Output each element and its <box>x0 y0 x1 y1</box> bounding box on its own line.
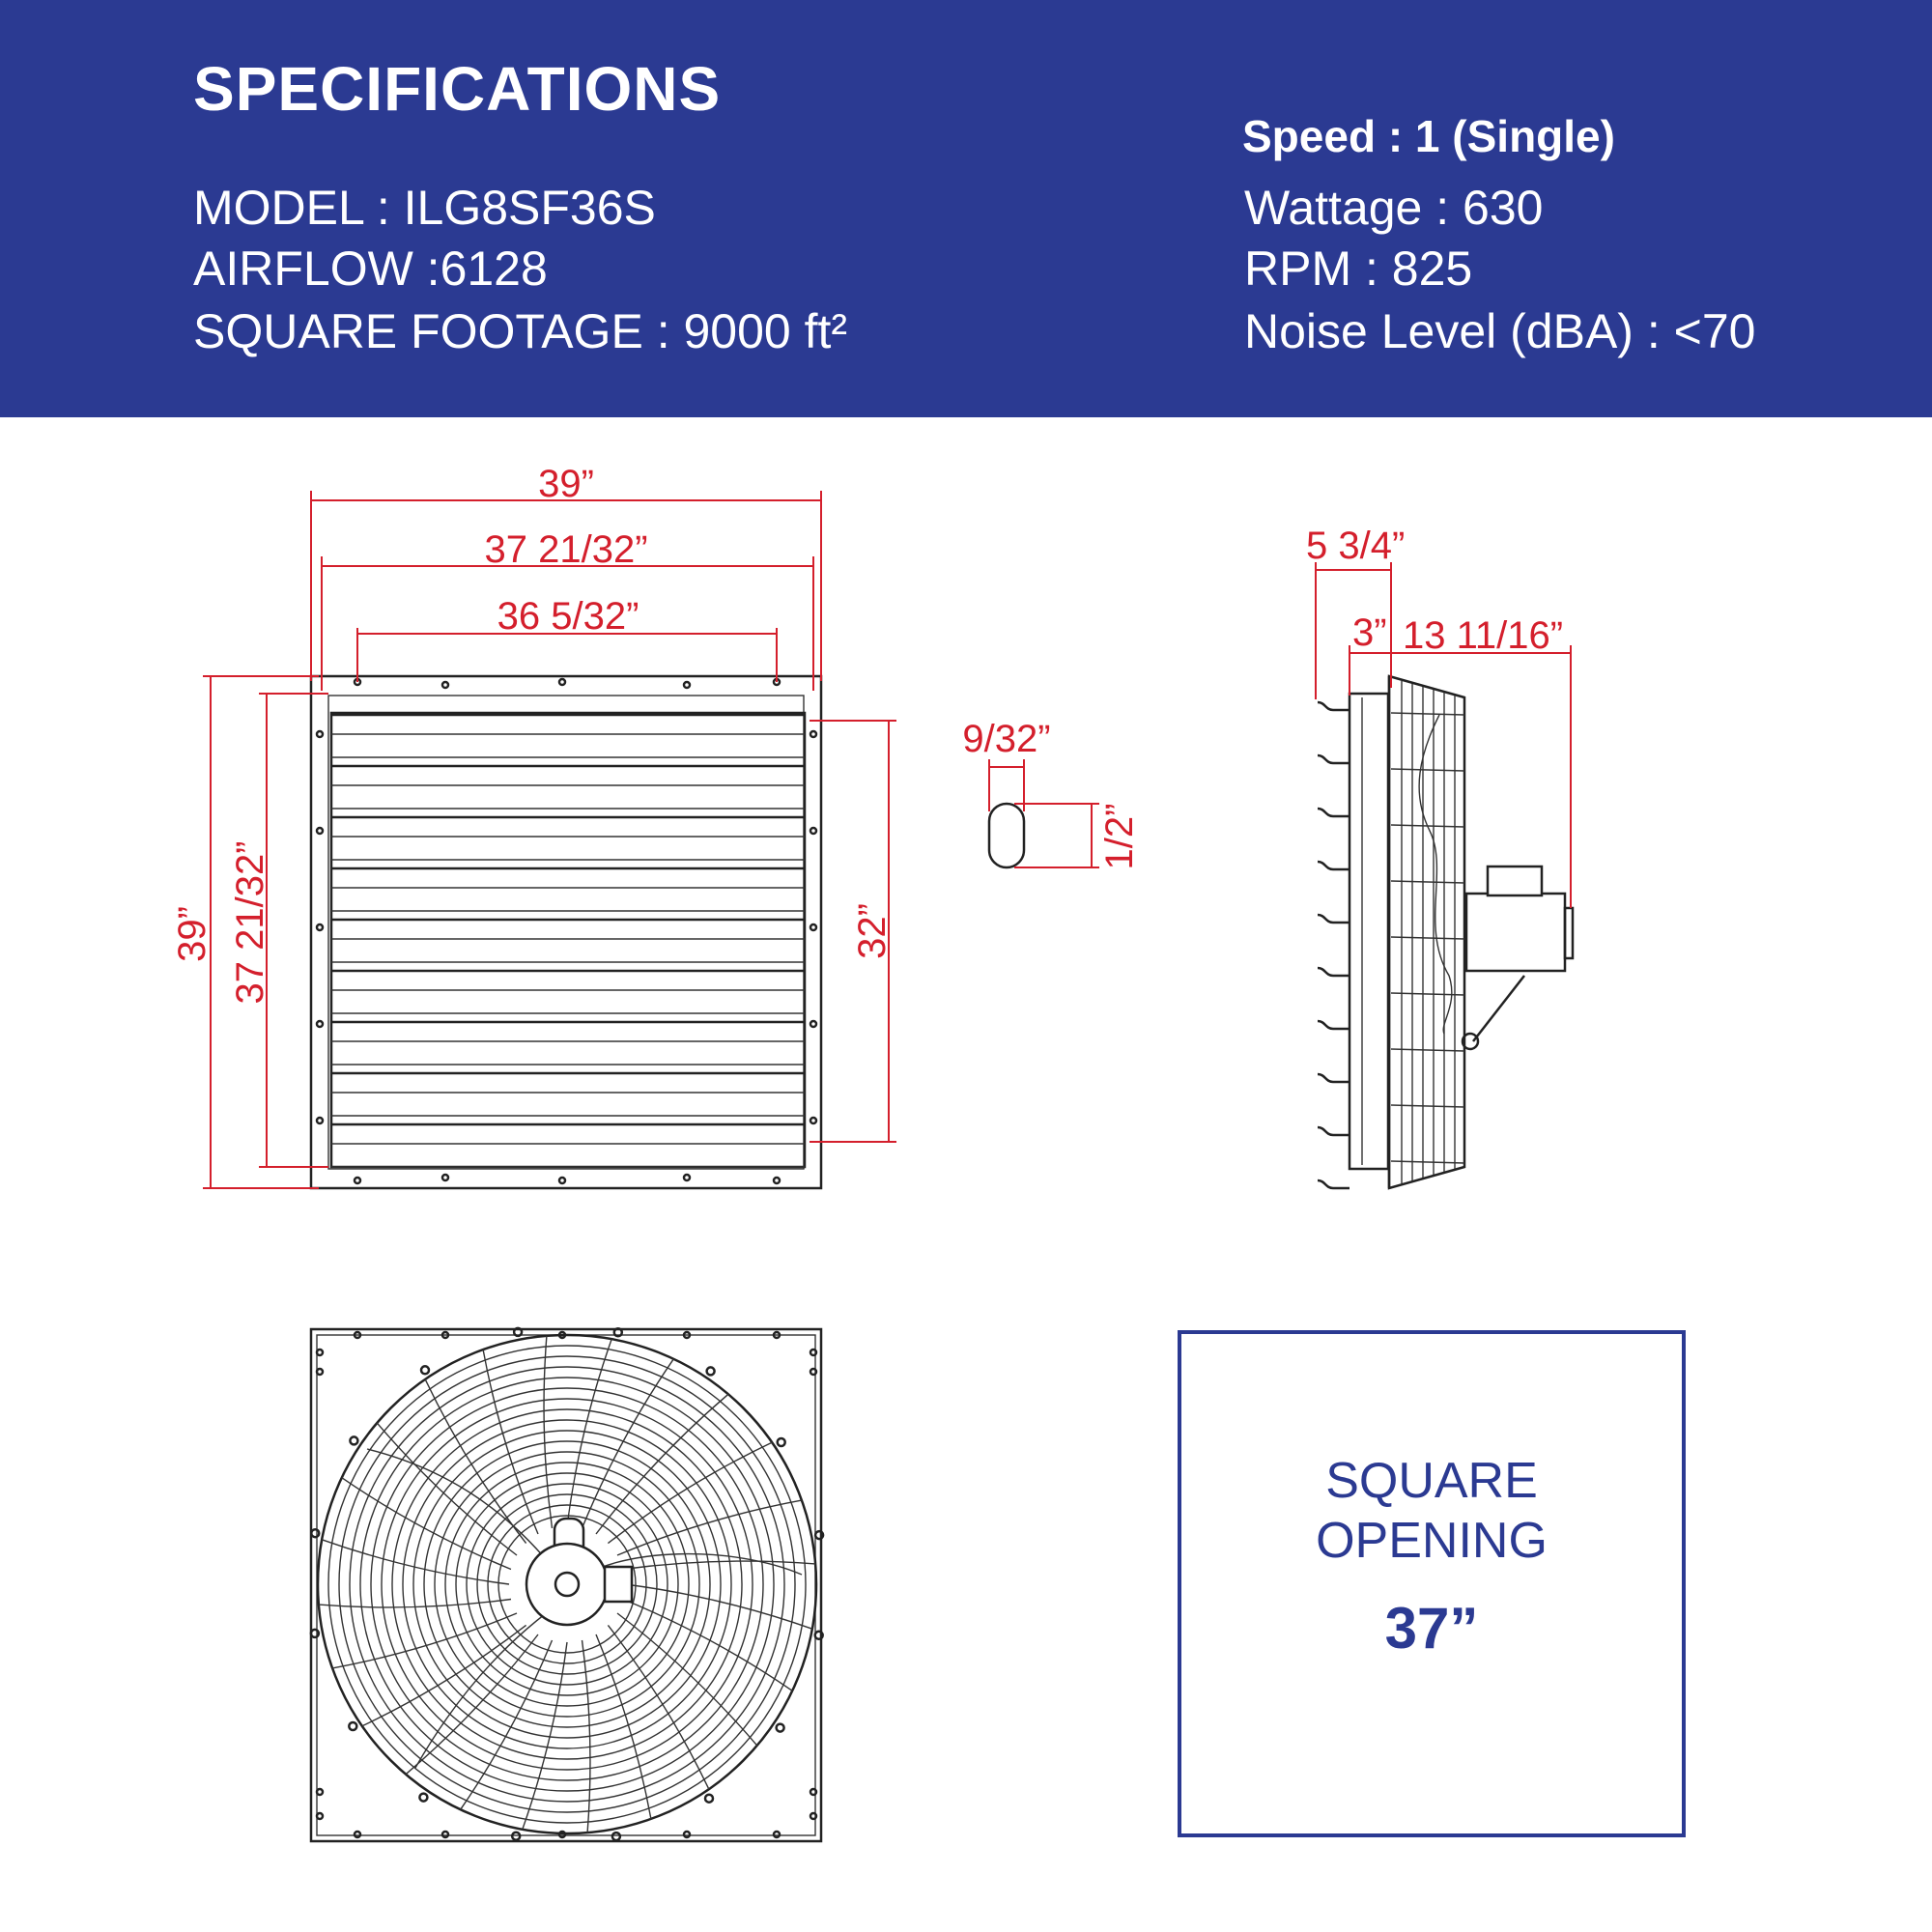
spec-speed: Speed : 1 (Single) <box>1242 111 1615 161</box>
louver-hook <box>1318 862 1350 869</box>
louver-hook <box>1318 968 1350 976</box>
side-motor-body <box>1466 894 1565 971</box>
louver-hook <box>1318 1074 1350 1082</box>
side-view <box>1306 525 1573 1188</box>
spec-airflow: AIRFLOW :6128 <box>193 242 548 296</box>
spec-square-footage: SQUARE FOOTAGE : 9000 ft² <box>193 304 848 358</box>
side-motor-junction-box <box>1488 867 1542 895</box>
side-louver-hooks <box>1318 702 1350 1188</box>
louver-hook <box>1318 1021 1350 1029</box>
spec-rpm: RPM : 825 <box>1244 242 1473 296</box>
side-frame <box>1350 694 1388 1169</box>
front-view <box>171 463 896 1188</box>
louver-hook <box>1318 755 1350 763</box>
louver-hook <box>1318 702 1350 710</box>
slot-detail <box>962 718 1141 869</box>
motor-cap <box>1565 908 1573 958</box>
dim-slot-width: 9/32” <box>962 718 1051 760</box>
dim-depth-guard: 13 11/16” <box>1403 614 1564 657</box>
spec-title: SPECIFICATIONS <box>193 54 722 124</box>
dim-depth-frame: 3” <box>1352 611 1387 654</box>
square-opening-box <box>1178 1330 1686 1837</box>
rear-view <box>311 1328 823 1841</box>
side-guard-rings <box>1391 681 1464 1183</box>
louver-hook <box>1318 1180 1350 1188</box>
side-blade-profile <box>1419 715 1452 1034</box>
louver-hook <box>1318 1127 1350 1135</box>
spec-model: MODEL : ILG8SF36S <box>193 181 656 235</box>
dim-height-outer: 39” <box>171 906 213 962</box>
dim-width-mid: 37 21/32” <box>484 528 648 571</box>
dim-depth-total: 5 3/4” <box>1306 525 1406 567</box>
slot-shape <box>989 804 1024 867</box>
louver-hook <box>1318 915 1350 923</box>
dim-height-inner: 32” <box>851 903 894 959</box>
side-guard-outline <box>1389 676 1464 1188</box>
square-opening-value: 37” <box>1384 1596 1479 1661</box>
motor-bracket <box>1473 976 1524 1041</box>
front-frame-outer <box>311 676 821 1188</box>
louver-hook <box>1318 809 1350 816</box>
square-opening-line2: OPENING <box>1316 1513 1548 1569</box>
motor-junction <box>605 1567 632 1602</box>
dim-slot-height: 1/2” <box>1098 803 1141 870</box>
dim-width-outer: 39” <box>538 463 594 505</box>
motor-shaft <box>555 1573 579 1596</box>
spec-wattage: Wattage : 630 <box>1244 181 1544 235</box>
dim-width-holes: 36 5/32” <box>497 595 639 638</box>
spec-noise: Noise Level (dBA) : <70 <box>1244 304 1756 358</box>
square-opening-line1: SQUARE <box>1325 1453 1538 1509</box>
dim-height-mid: 37 21/32” <box>229 840 271 1005</box>
